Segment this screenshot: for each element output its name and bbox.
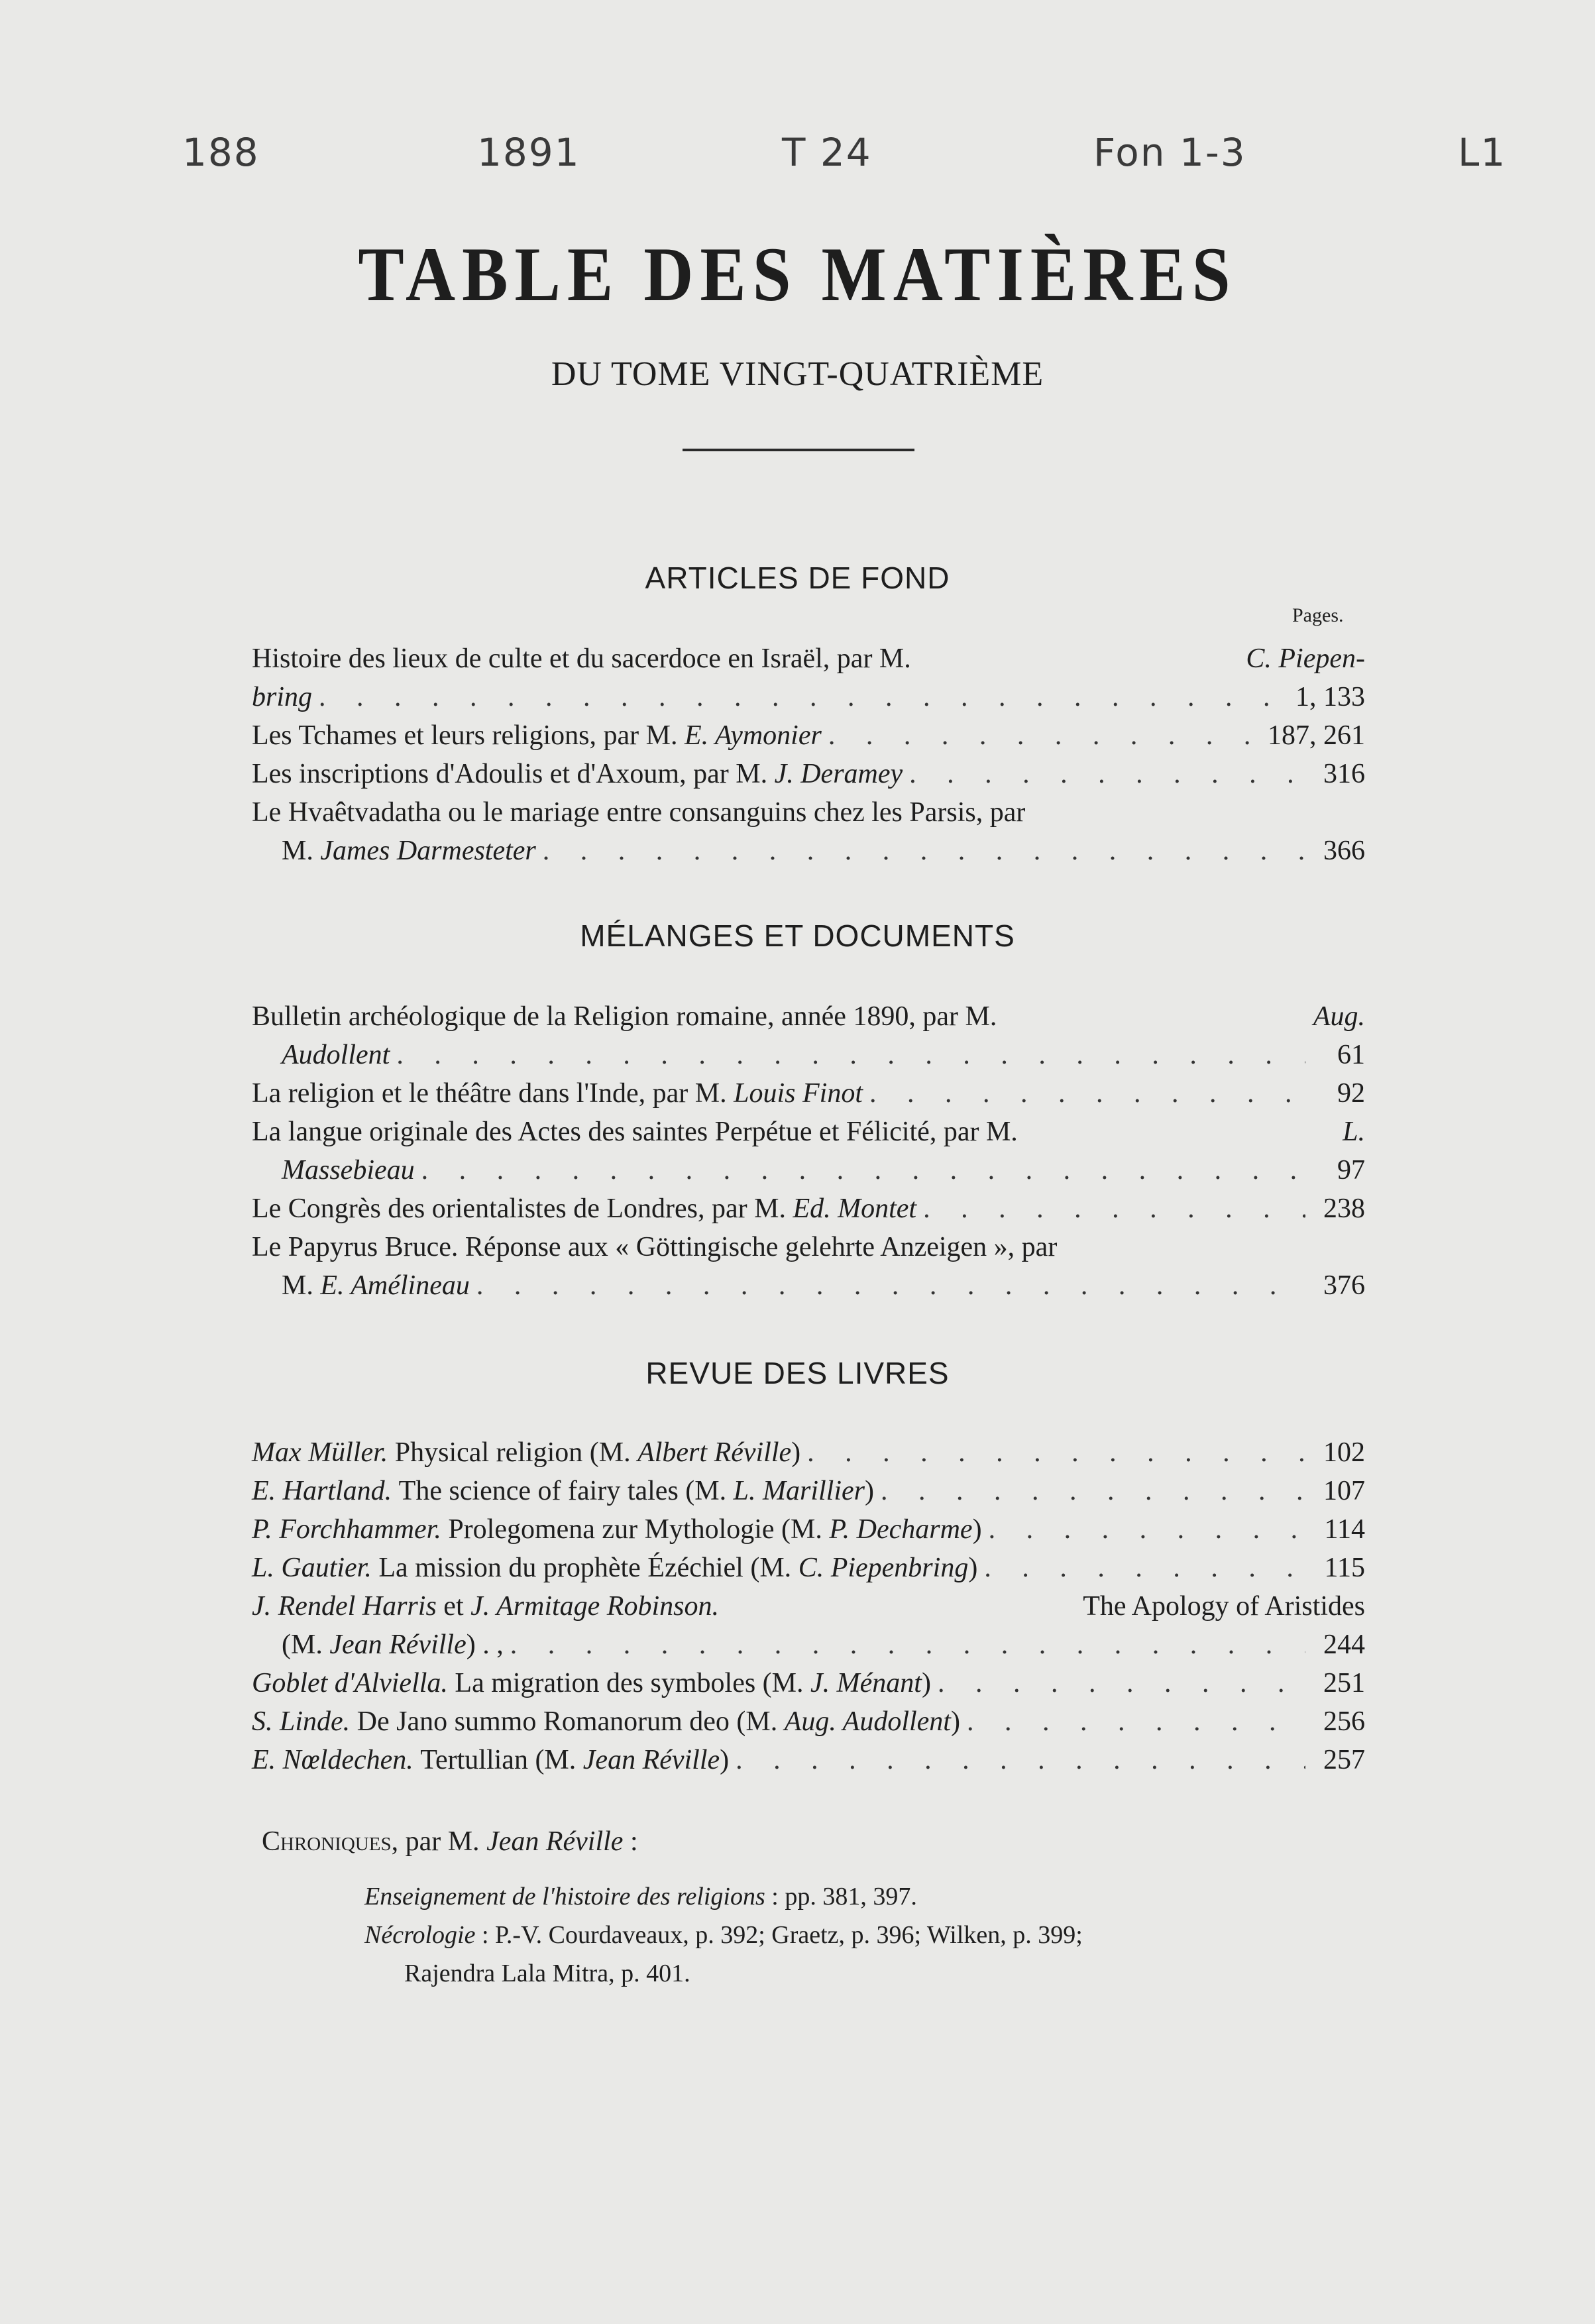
- page-number: 376: [1323, 1270, 1365, 1301]
- toc-entry: [252, 1228, 1365, 1305]
- entry-author: Louis Finot: [734, 1078, 863, 1109]
- section-heading-melanges: MÉLANGES ET DOCUMENTS: [580, 918, 1015, 953]
- chroniques-label: Chroniques: [262, 1826, 392, 1857]
- toc-entry: [252, 1702, 1365, 1741]
- dot-leader: [909, 755, 1305, 793]
- entry-text: ): [791, 1437, 801, 1468]
- book-title: Prolegomena zur Mythologie (M.: [448, 1514, 822, 1545]
- reviewer: C. Piepenbring: [798, 1553, 969, 1583]
- dot-leader: [421, 1151, 1305, 1190]
- dot-leader: [319, 678, 1289, 716]
- entry-author: J. Deramey: [774, 759, 903, 789]
- book-title: The science of fairy tales (M.: [398, 1476, 727, 1506]
- melanges-list: [252, 997, 1365, 1305]
- toc-entry: [252, 1190, 1365, 1228]
- dot-leader: [881, 1472, 1305, 1510]
- toc-entry: [252, 716, 1365, 755]
- page-number: 316: [1323, 759, 1365, 789]
- toc-entry: [252, 1433, 1365, 1472]
- book-author: J. Rendel Harris: [252, 1591, 437, 1622]
- reviewer: Aug. Audollent: [784, 1706, 951, 1737]
- chroniques-by: , par M.: [391, 1826, 480, 1857]
- entry-text: Les Tchames et leurs religions, par M.: [252, 720, 678, 751]
- page-number: 97: [1337, 1155, 1365, 1186]
- entry-text: La religion et le théâtre dans l'Inde, par M.: [252, 1078, 727, 1109]
- chronique-enseignement: [364, 1882, 917, 1911]
- dot-leader: [736, 1741, 1305, 1779]
- entry-text: Le Congrès des orientalistes de Londres, par M.: [252, 1193, 786, 1224]
- entry-author: bring: [252, 682, 313, 712]
- entry-author: E. Aymonier: [684, 720, 822, 751]
- entry-author: C. Piepen-: [1246, 643, 1365, 674]
- entry-text: et: [443, 1591, 464, 1622]
- dot-leader: [543, 832, 1305, 870]
- handwritten-mark-1891: 1891: [477, 130, 580, 175]
- chronique-pages: : P.-V. Courdaveaux, p. 392; Graetz, p. 396; Wilken, p. 399;: [475, 1921, 1083, 1949]
- page-number: 187, 261: [1268, 720, 1365, 751]
- entry-text: ) . ,: [466, 1630, 504, 1660]
- page-subtitle: DU TOME VINGT-QUATRIÈME: [551, 355, 1044, 393]
- page-number: 92: [1337, 1078, 1365, 1109]
- book-author: Goblet d'Alviella.: [252, 1668, 448, 1698]
- section-heading-revue: REVUE DES LIVRES: [645, 1356, 950, 1390]
- entry-text: La langue originale des Actes des saintes Perpétue et Félicité, par M.: [252, 1117, 1018, 1147]
- toc-entry: [252, 1664, 1365, 1702]
- book-author: J. Armitage Robinson.: [470, 1591, 719, 1622]
- toc-entry: [252, 755, 1365, 793]
- chroniques-heading: [262, 1826, 638, 1857]
- handwritten-mark-l1: L1: [1458, 130, 1507, 175]
- toc-entry: [252, 1549, 1365, 1587]
- chroniques-author: Jean Réville: [486, 1826, 624, 1857]
- entry-text: ): [972, 1514, 982, 1545]
- page-number: 107: [1323, 1476, 1365, 1506]
- revue-list: [252, 1433, 1365, 1779]
- toc-entry: [252, 793, 1365, 870]
- toc-entry: [252, 1074, 1365, 1113]
- entry-author: E. Amélineau: [320, 1270, 470, 1301]
- entry-text: Les inscriptions d'Adoulis et d'Axoum, par M.: [252, 759, 768, 789]
- page-number: 366: [1323, 836, 1365, 866]
- dot-leader: [938, 1664, 1305, 1702]
- dot-leader: [807, 1433, 1305, 1472]
- page-number: 61: [1337, 1040, 1365, 1070]
- entry-text: (M.: [282, 1630, 323, 1660]
- chronique-label: Nécrologie: [364, 1921, 476, 1949]
- page-number: 256: [1323, 1706, 1365, 1737]
- toc-entry: [252, 997, 1365, 1074]
- book-author: L. Gautier.: [252, 1553, 372, 1583]
- entry-text: ): [950, 1706, 960, 1737]
- page-number: 114: [1324, 1514, 1365, 1545]
- dot-leader: [828, 716, 1261, 755]
- entry-text: ): [968, 1553, 978, 1583]
- dot-leader: [967, 1702, 1305, 1741]
- toc-entry: [252, 1510, 1365, 1549]
- book-title: De Jano summo Romanorum deo (M.: [357, 1706, 778, 1737]
- entry-author: James Darmesteter: [320, 836, 536, 866]
- entry-text: Le Hvaêtvadatha ou le mariage entre consanguins chez les Parsis, par: [252, 797, 1026, 828]
- toc-entry: [252, 1113, 1365, 1190]
- page-number: 238: [1323, 1193, 1365, 1224]
- handwritten-mark-fon: Fon 1-3: [1093, 130, 1246, 175]
- entry-author: Massebieau: [282, 1155, 415, 1186]
- entry-author: Ed. Montet: [793, 1193, 917, 1224]
- chronique-pages: : pp. 381, 397.: [765, 1883, 917, 1910]
- dot-leader: [396, 1036, 1305, 1074]
- entry-text: ): [720, 1745, 730, 1775]
- book-title: La migration des symboles (M.: [455, 1668, 804, 1698]
- reviewer: L. Marillier: [733, 1476, 865, 1506]
- reviewer: J. Ménant: [810, 1668, 922, 1698]
- dot-leader: [510, 1626, 1305, 1664]
- dot-leader: [989, 1510, 1305, 1549]
- entry-text: Histoire des lieux de culte et du sacerdoce en Israël, par M.: [252, 643, 911, 674]
- entry-text: M.: [282, 1270, 313, 1301]
- book-title: Tertullian (M.: [420, 1745, 577, 1775]
- book-author: E. Nœldechen.: [252, 1745, 413, 1775]
- book-author: P. Forchhammer.: [252, 1514, 441, 1545]
- book-title: La mission du prophète Ézéchiel (M.: [378, 1553, 792, 1583]
- dot-leader: [476, 1266, 1305, 1305]
- entry-text: ): [864, 1476, 874, 1506]
- toc-entry: [252, 1587, 1365, 1664]
- title-divider: [683, 449, 914, 451]
- page-title: TABLE DES MATIÈRES: [358, 232, 1237, 317]
- toc-entry: [252, 1741, 1365, 1779]
- reviewer: Albert Réville: [637, 1437, 792, 1468]
- handwritten-mark-t24: T 24: [782, 130, 872, 175]
- section-heading-articles: ARTICLES DE FOND: [645, 561, 950, 595]
- page-number: 251: [1323, 1668, 1365, 1698]
- dot-leader: [923, 1190, 1305, 1228]
- reviewer: Jean Réville: [329, 1630, 467, 1660]
- entry-author: Aug.: [1313, 1001, 1365, 1032]
- book-author: E. Hartland.: [252, 1476, 392, 1506]
- articles-list: [252, 639, 1365, 870]
- reviewer: Jean Réville: [582, 1745, 720, 1775]
- page-number: 115: [1324, 1553, 1365, 1583]
- entry-text: M.: [282, 836, 313, 866]
- page-number: 1, 133: [1295, 682, 1365, 712]
- book-title: Physical religion (M.: [394, 1437, 631, 1468]
- dot-leader: [984, 1549, 1305, 1587]
- entry-author: L.: [1343, 1117, 1365, 1147]
- toc-entry: [252, 1472, 1365, 1510]
- page-number: 257: [1323, 1745, 1365, 1775]
- chronique-necrologie-cont: Rajendra Lala Mitra, p. 401.: [404, 1960, 690, 1987]
- chronique-label: Enseignement de l'histoire des religions: [364, 1883, 765, 1910]
- book-title: The Apology of Aristides: [1083, 1591, 1365, 1622]
- page-number: 244: [1323, 1630, 1365, 1660]
- dot-leader: [869, 1074, 1305, 1113]
- reviewer: P. Decharme: [829, 1514, 973, 1545]
- chronique-necrologie: [364, 1920, 1083, 1950]
- entry-author: Audollent: [282, 1040, 390, 1070]
- page-number: 102: [1323, 1437, 1365, 1468]
- entry-text: ): [921, 1668, 931, 1698]
- toc-entry: [252, 639, 1365, 716]
- chroniques-colon: :: [623, 1826, 638, 1857]
- book-author: S. Linde.: [252, 1706, 351, 1737]
- book-author: Max Müller.: [252, 1437, 388, 1468]
- handwritten-mark-188: 188: [182, 130, 260, 175]
- entry-text: Le Papyrus Bruce. Réponse aux « Göttingische gelehrte Anzeigen », par: [252, 1232, 1058, 1262]
- pages-column-label: Pages.: [1292, 604, 1344, 626]
- entry-text: Bulletin archéologique de la Religion romaine, année 1890, par M.: [252, 1001, 997, 1032]
